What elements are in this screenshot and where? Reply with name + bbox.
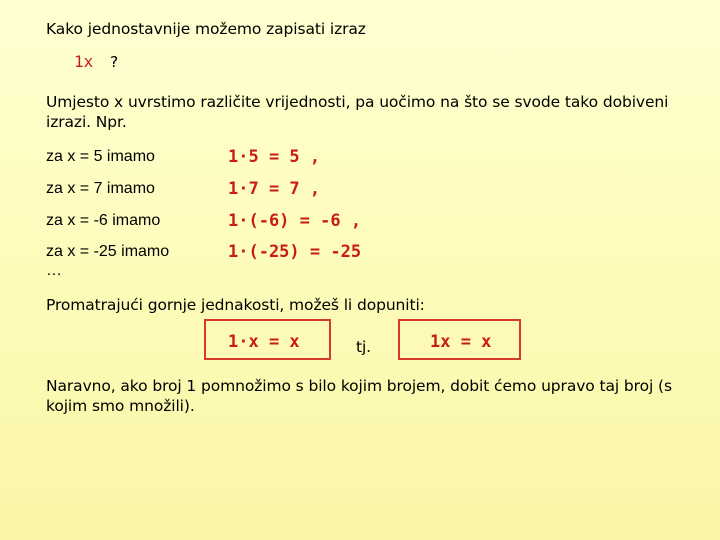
connector-text: tj. bbox=[356, 338, 372, 356]
example-label: za x = -6 imamo bbox=[46, 212, 161, 229]
explanation-text: Umjesto x uvrstimo različite vrijednosti, pa uočimo na što se svode tako dobiveni izrazi. Npr. bbox=[46, 93, 669, 131]
example-label: za x = 5 imamo bbox=[46, 148, 155, 165]
expression-question: ? bbox=[110, 53, 119, 71]
example-label: za x = -25 imamo bbox=[46, 243, 170, 260]
conclusion-text: Naravno, ako broj 1 pomnožimo s bilo kojim brojem, dobit ćemo upravo taj broj (s kojim smo množili). bbox=[46, 377, 672, 415]
ellipsis: … bbox=[46, 262, 62, 279]
example-result: 1·5 = 5 , bbox=[228, 147, 321, 167]
example-result: 1·7 = 7 , bbox=[228, 179, 321, 199]
expression-term: 1x bbox=[74, 52, 94, 71]
example-result: 1·(-25) = -25 bbox=[228, 242, 362, 262]
intro-text: Kako jednostavnije možemo zapisati izraz bbox=[46, 20, 366, 38]
example-label: za x = 7 imamo bbox=[46, 180, 155, 197]
example-result: 1·(-6) = -6 , bbox=[228, 211, 362, 231]
answer-box-1-text: 1·x = x bbox=[228, 332, 300, 352]
prompt-text: Promatrajući gornje jednakosti, možeš li dopuniti: bbox=[46, 296, 425, 314]
answer-box-2-text: 1x = x bbox=[430, 332, 492, 352]
